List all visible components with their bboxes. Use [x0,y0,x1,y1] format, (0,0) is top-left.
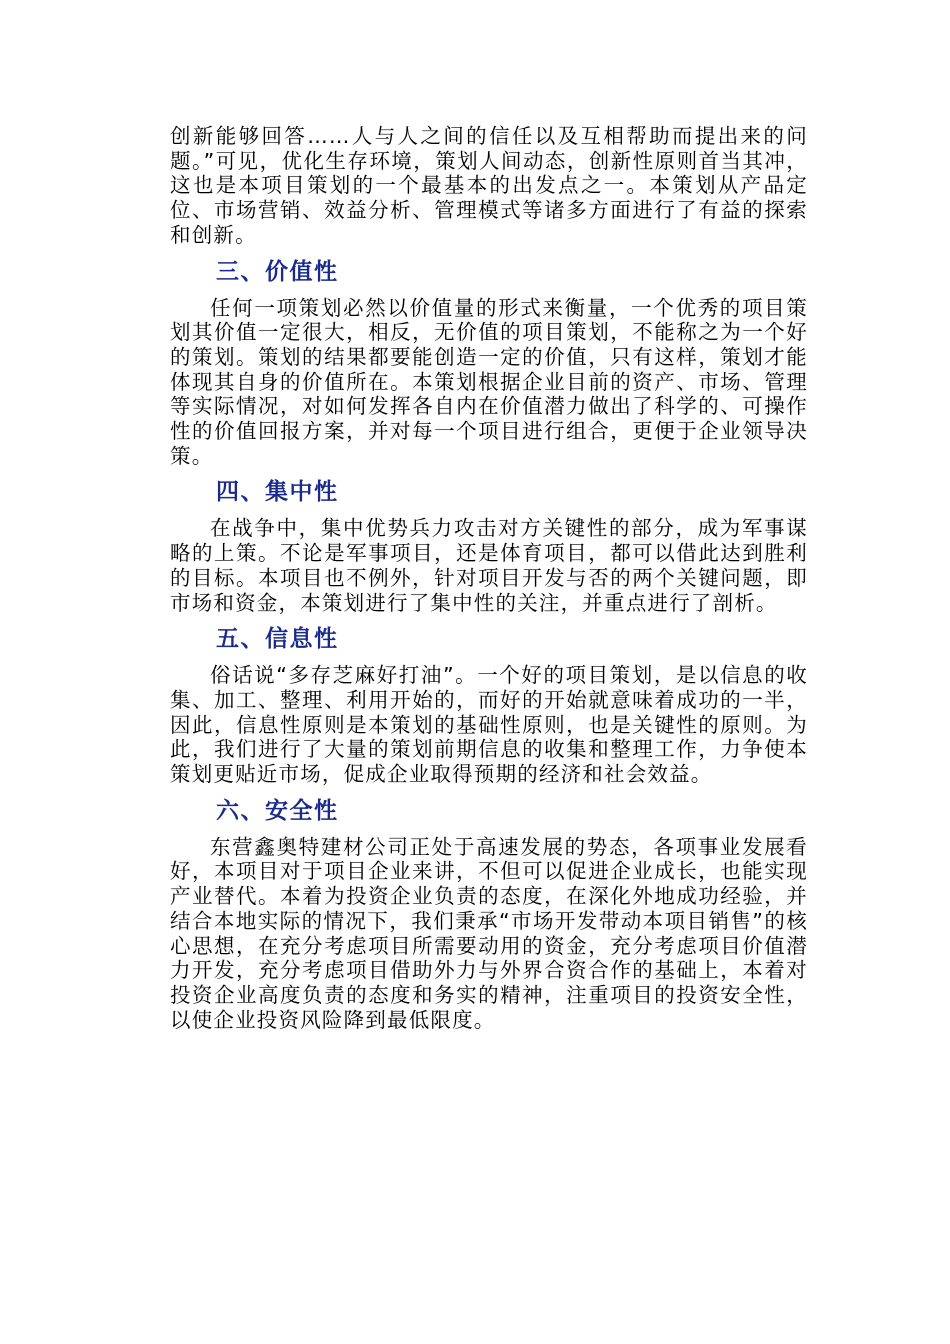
section-safety [170,787,808,1033]
section-value [170,248,808,469]
intro-paragraph: 创新能够回答……人与人之间的信任以及互相帮助而提出来的问题。”可见，优化生存环境，策划人间动态，创新性原则首当其冲，这也是本项目策划的一个最基本的出发点之一。本策划从产品定位、市场营销、效益分析、管理模式等诸多方面进行了有益的探索和创新。 [170,124,808,247]
section-paragraph: 在战争中，集中优势兵力攻击对方关键性的部分，成为军事谋略的上策。不论是军事项目，还是体育项目，都可以借此达到胜利的目标。本项目也不例外，针对项目开发与否的两个关键问题，即市场和资金，本策划进行了集中性的关注，并重点进行了剖析。 [170,516,808,615]
document-body [170,124,808,1032]
section-information [170,615,808,787]
section-paragraph: 俗话说“多存芝麻好打油”。一个好的项目策划，是以信息的收集、加工、整理、利用开始的，而好的开始就意味着成功的一半，因此，信息性原则是本策划的基础性原则，也是关键性的原则。为此，我们进行了大量的策划前期信息的收集和整理工作，力争使本策划更贴近市场，促成企业取得预期的经济和社会效益。 [170,663,808,787]
section-focus [170,468,808,615]
section-paragraph: 东营鑫奥特建材公司正处于高速发展的势态，各项事业发展看好，本项目对于项目企业来讲，不但可以促进企业成长，也能实现产业替代。本着为投资企业负责的态度，在深化外地成功经验，并结合本地实际的情况下，我们秉承“市场开发带动本项目销售”的核心思想，在充分考虑项目所需要动用的资金，充分考虑项目价值潜力开发，充分考虑项目借助外力与外界合资合作的基础上，本着对投资企业高度负责的态度和务实的精神，注重项目的投资安全性，以使企业投资风险降到最低限度。 [170,834,808,1032]
section-heading: 五、信息性 [216,626,339,653]
section-heading: 三、价值性 [216,258,339,285]
section-heading: 六、安全性 [216,797,339,824]
section-heading: 四、集中性 [216,479,339,506]
section-paragraph: 任何一项策划必然以价值量的形式来衡量，一个优秀的项目策划其价值一定很大，相反，无价值的项目策划，不能称之为一个好的策划。策划的结果都要能创造一定的价值，只有这样，策划才能体现其自身的价值所在。本策划根据企业目前的资产、市场、管理等实际情况，对如何发挥各自内在价值潜力做出了科学的、可操作性的价值回报方案，并对每一个项目进行组合，更便于企业领导决策。 [170,295,808,468]
